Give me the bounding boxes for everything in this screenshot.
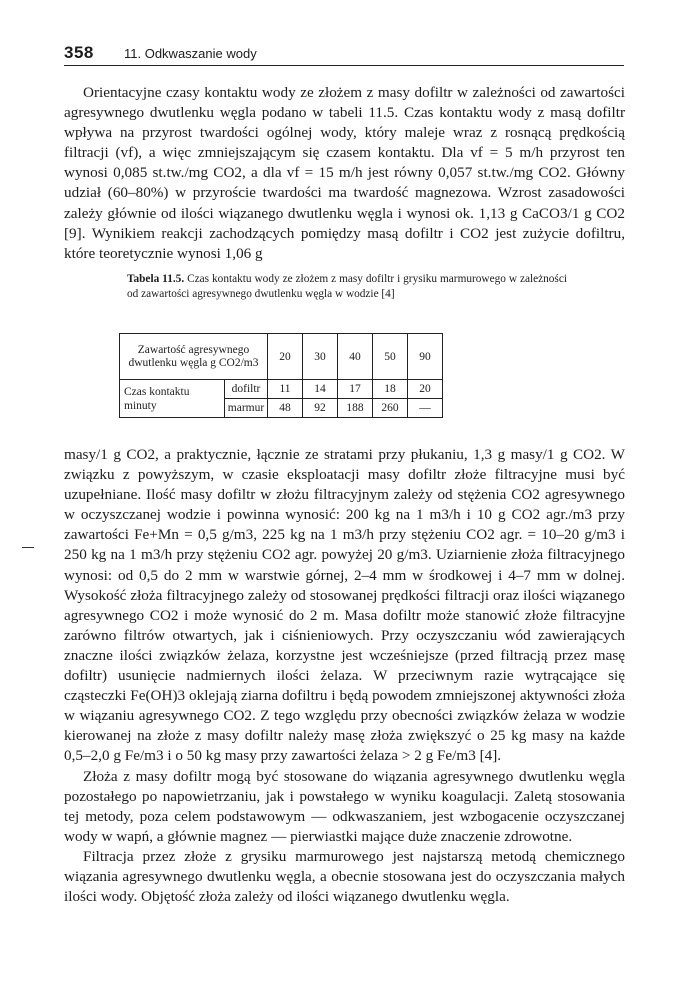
body-text-bottom xyxy=(64,445,625,907)
page-number: 358 xyxy=(64,43,94,62)
page-header xyxy=(64,43,624,66)
table-cell: — xyxy=(408,399,443,418)
paragraph-1: Orientacyjne czasy kontaktu wody ze złożem z masy dofiltr w zależności od zawartości agresywnego dwutlenku węgla podano w tabeli 11.5. Czas kontaktu wody z masą dofiltr wpływa na przyrost twardości ogólnej wody, który maleje wraz z rosnącą prędkością filtracji (vf), a więc zmniejszającym się czasem kontaktu. Dla vf = 5 m/h przyrost ten wynosi 0,085 st.tw./mg CO2, a dla vf = 15 m/h jest równy 0,057 st.tw./mg CO2. Główny udział (60–80%) w przyroście twardości ma twardość magnezowa. Wzrost zasadowości zależy głównie od ilości wiązanego dwutlenku węgla i wynosi ok. 1,13 g CaCO3/1 g CO2 [9]. Wynikiem reakcji zachodzących pomiędzy masą dofiltr i CO2 jest zużycie dofiltru, które teoretycznie wynosi 1,06 g xyxy=(64,84,625,262)
table-column-header: 40 xyxy=(338,334,373,380)
table-cell: 92 xyxy=(303,399,338,418)
table-cell: 11 xyxy=(268,380,303,399)
paragraph-4: Filtracja przez złoże z grysiku marmurowego jest najstarszą metodą chemicznego wiązania agresywnego dwutlenku węgla, a obecnie stosowana jest do oczyszczania małych ilości wody. Objętość złoża zależy od ilości wiązanego dwutlenku węgla. xyxy=(64,847,625,906)
table-column-header: 90 xyxy=(408,334,443,380)
table-material: dofiltr xyxy=(225,380,268,399)
table-column-header: 20 xyxy=(268,334,303,380)
table-cell: 18 xyxy=(373,380,408,399)
table-cell: 188 xyxy=(338,399,373,418)
table-cell: 20 xyxy=(408,380,443,399)
table-row xyxy=(120,380,443,399)
contact-time-table xyxy=(119,333,443,418)
table-cell: 48 xyxy=(268,399,303,418)
table-column-header: 30 xyxy=(303,334,338,380)
table-caption-text: Czas kontaktu wody ze złożem z masy dofiltr i grysiku marmurowego w zależności od zawartości agresywnego dwutlenku węgla w wodzie [4] xyxy=(127,273,567,301)
paragraph-2: masy/1 g CO2, a praktycznie, łącznie ze stratami przy płukaniu, 1,3 g masy/1 g CO2. W związku z powyższym, w czasie eksploatacji masy dofiltr złoże filtracyjne musi być uzupełniane. Ilość masy dofiltr w złożu filtracyjnym zależy od stężenia CO2 agresywnego w oczyszczanej wodzie i powinna wynosić: 200 kg na 1 m3/h i 10 g CO2 agr./m3 przy zawartości Fe+Mn = 0,5 g/m3, 225 kg na 1 m3/h przy stężeniu CO2 agr. = 10–20 g/m3 i 250 kg na 1 m3/h przy stężeniu CO2 agr. powyżej 20 g/m3. Uziarnienie złoża filtracyjnego wynosi: od 0,5 do 2 mm w warstwie górnej, 2–4 mm w środkowej i 4–7 mm w dolnej. Wysokość złoża filtracyjnego zależy od stosowanej prędkości filtracji oraz ilości wiązanego agresywnego CO2 i może wynosić do 2 m. Masa dofiltr może stanowić złoże filtracyjne zarówno filtrów otwartych, jak i ciśnieniowych. Przy oczyszczaniu wód zawierających znaczne ilości związków żelaza, korzystne jest wcześniejsze (przed filtracją przez masę dofiltr) usunięcie nadmiernych ilości żelaza. W przeciwnym razie wytrącające się cząsteczki Fe(OH)3 oklejają ziarna dofiltru i będą powodem zmniejszonej aktywności złoża w wiązaniu agresywnego CO2. Z tego względu przy obecności związków żelaza w wodzie kierowanej na złoże z masy dofiltr należy masę złoża zwiększyć o 25 kg masy na każde 0,5–2,0 g Fe/m3 i o 50 kg masy przy zawartości żelaza > 2 g Fe/m3 [4]. xyxy=(64,446,625,765)
table-cell: 14 xyxy=(303,380,338,399)
table-row-label: Czas kontaktu minuty xyxy=(120,380,225,418)
table-caption xyxy=(127,272,567,302)
table-cell: 17 xyxy=(338,380,373,399)
running-head: 11. Odkwaszanie wody xyxy=(124,46,257,61)
table-column-header: 50 xyxy=(373,334,408,380)
paragraph-3: Złoża z masy dofiltr mogą być stosowane do wiązania agresywnego dwutlenku węgla pozostałego po napowietrzaniu, jak i powstałego w wyniku koagulacji. Zaletą stosowania tej metody, poza celem podstawowym — odkwaszaniem, jest wzbogacenie oczyszczanej wody w wapń, a głównie magnez — pierwiastki mające duże znaczenie zdrowotne. xyxy=(64,767,625,845)
table-cell: 260 xyxy=(373,399,408,418)
margin-dash xyxy=(22,547,34,548)
table-caption-label: Tabela 11.5. xyxy=(127,273,185,285)
body-text-top xyxy=(64,83,625,264)
table-header-label: Zawartość agresywnego dwutlenku węgla g CO2/m3 xyxy=(120,334,268,380)
table-material: marmur xyxy=(225,399,268,418)
